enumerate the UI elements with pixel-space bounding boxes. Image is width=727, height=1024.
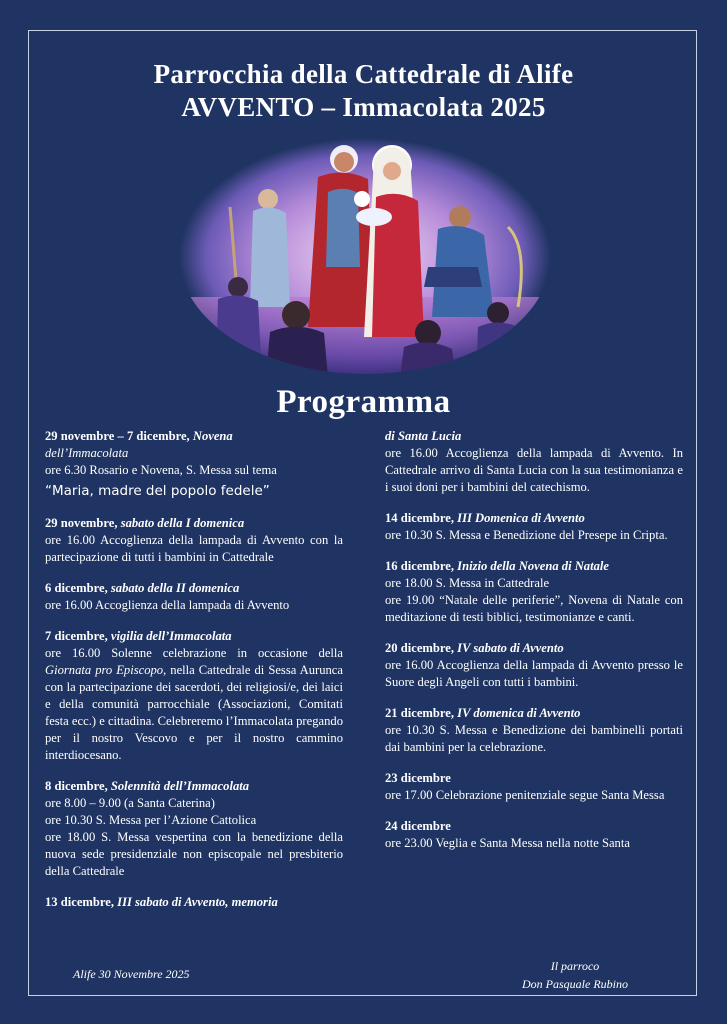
- signature-name: Don Pasquale Rubino: [522, 977, 628, 991]
- program-right-column: [385, 428, 683, 866]
- place-date: Alife 30 Novembre 2025: [73, 967, 190, 981]
- event-date: 7 dicembre,: [45, 629, 111, 643]
- signature-block: [500, 957, 650, 993]
- event-detail: ore 17.00 Celebrazione penitenziale segue Santa Messa: [385, 788, 665, 802]
- event-6-dicembre: [45, 580, 343, 614]
- event-title: III Domenica di Avvento: [457, 511, 585, 525]
- event-detail-part: ore 16.00 Solenne celebrazione in occasione della: [45, 646, 343, 660]
- event-detail: ore 16.00 Accoglienza della lampada di Avvento con la partecipazione di tutti i bambini in Cattedrale: [45, 533, 343, 564]
- event-santa-lucia: [385, 428, 683, 496]
- signature-role: Il parroco: [550, 959, 600, 973]
- event-date: 29 novembre,: [45, 516, 121, 530]
- program-heading: Programma: [276, 384, 451, 420]
- event-29-novembre: [45, 515, 343, 566]
- event-date: 24 dicembre: [385, 819, 451, 833]
- event-date: 6 dicembre,: [45, 581, 111, 595]
- event-detail: ore 10.30 S. Messa per l’Azione Cattolica: [45, 813, 257, 827]
- event-date: 29 novembre – 7 dicembre,: [45, 429, 193, 443]
- event-detail: ore 6.30 Rosario e Novena, S. Messa sul tema: [45, 463, 277, 477]
- event-title: sabato della II domenica: [110, 581, 240, 595]
- event-7-dicembre: [45, 628, 343, 764]
- parish-title: Parrocchia della Cattedrale di Alife: [153, 59, 574, 89]
- event-title: Novena: [192, 429, 233, 443]
- event-date: 8 dicembre,: [45, 779, 111, 793]
- event-13-dicembre: [45, 894, 343, 911]
- season-title: AVVENTO – Immacolata 2025: [181, 92, 546, 122]
- event-date: 23 dicembre: [385, 771, 451, 785]
- nativity-illustration: [178, 137, 552, 375]
- event-detail-part: , nella Cattedrale di Sessa Aurunca con la partecipazione dei sacerdoti, dei religiosi/e, dei laici e della comunità parrocchiale (Associazioni, Comitati festa ecc.) e cittadina. Celebreremo l’Immacolata pregando per il nostro Vescovo e per il nostro cammino interdiocesano.: [45, 663, 343, 762]
- event-23-dicembre: [385, 770, 683, 804]
- event-title: sabato della I domenica: [120, 516, 245, 530]
- event-detail: ore 23.00 Veglia e Santa Messa nella notte Santa: [385, 836, 630, 850]
- event-detail-italic: Giornata pro Episcopo: [45, 663, 164, 677]
- event-detail: [45, 645, 343, 764]
- event-14-dicembre: [385, 510, 683, 544]
- event-title: Solennità dell’Immacolata: [110, 779, 250, 793]
- event-8-dicembre: [45, 778, 343, 880]
- event-title: IV sabato di Avvento: [457, 641, 564, 655]
- event-date: 20 dicembre,: [385, 641, 458, 655]
- event-date: 16 dicembre,: [385, 559, 458, 573]
- event-detail: ore 10.30 S. Messa e Benedizione del Presepe in Cripta.: [385, 528, 668, 542]
- event-24-dicembre: [385, 818, 683, 852]
- event-detail: ore 18.00 S. Messa vespertina con la benedizione della nuova sede presidenziale non episcopale nel presbiterio della Cattedrale: [45, 830, 343, 878]
- event-date: 13 dicembre,: [45, 895, 118, 909]
- event-21-dicembre: [385, 705, 683, 756]
- program-left-column: [45, 428, 343, 925]
- event-date: 14 dicembre,: [385, 511, 458, 525]
- event-detail: ore 16.00 Accoglienza della lampada di Avvento: [45, 598, 290, 612]
- event-20-dicembre: [385, 640, 683, 691]
- event-detail: ore 8.00 – 9.00 (a Santa Caterina): [45, 796, 215, 810]
- event-detail: ore 16.00 Accoglienza della lampada di Avvento. In Cattedrale arrivo di Santa Lucia con la sua testimonianza e i suoi doni per i bambini del catechismo.: [385, 446, 683, 494]
- event-detail: ore 19.00 “Natale delle periferie”, Novena di Natale con meditazione di testi biblici, testimonianze e canti.: [385, 593, 683, 624]
- event-title: Inizio della Novena di Natale: [457, 559, 609, 573]
- event-title: III sabato di Avvento, memoria: [117, 895, 278, 909]
- event-motto: “Maria, madre del popolo fedele”: [45, 483, 270, 499]
- event-detail: ore 16.00 Accoglienza della lampada di Avvento presso le Suore degli Angeli con tutti i bambini.: [385, 658, 683, 689]
- event-novena-immacolata: [45, 428, 343, 501]
- event-title: vigilia dell’Immacolata: [110, 629, 232, 643]
- event-date: 21 dicembre,: [385, 706, 458, 720]
- event-detail: ore 18.00 S. Messa in Cattedrale: [385, 576, 550, 590]
- event-title: IV domenica di Avvento: [457, 706, 581, 720]
- event-16-dicembre: [385, 558, 683, 626]
- event-detail: ore 10.30 S. Messa e Benedizione dei bambinelli portati dai bambini per la celebrazione.: [385, 723, 683, 754]
- event-title-continued: di Santa Lucia: [385, 429, 462, 443]
- event-title-continued: dell’Immacolata: [45, 446, 129, 460]
